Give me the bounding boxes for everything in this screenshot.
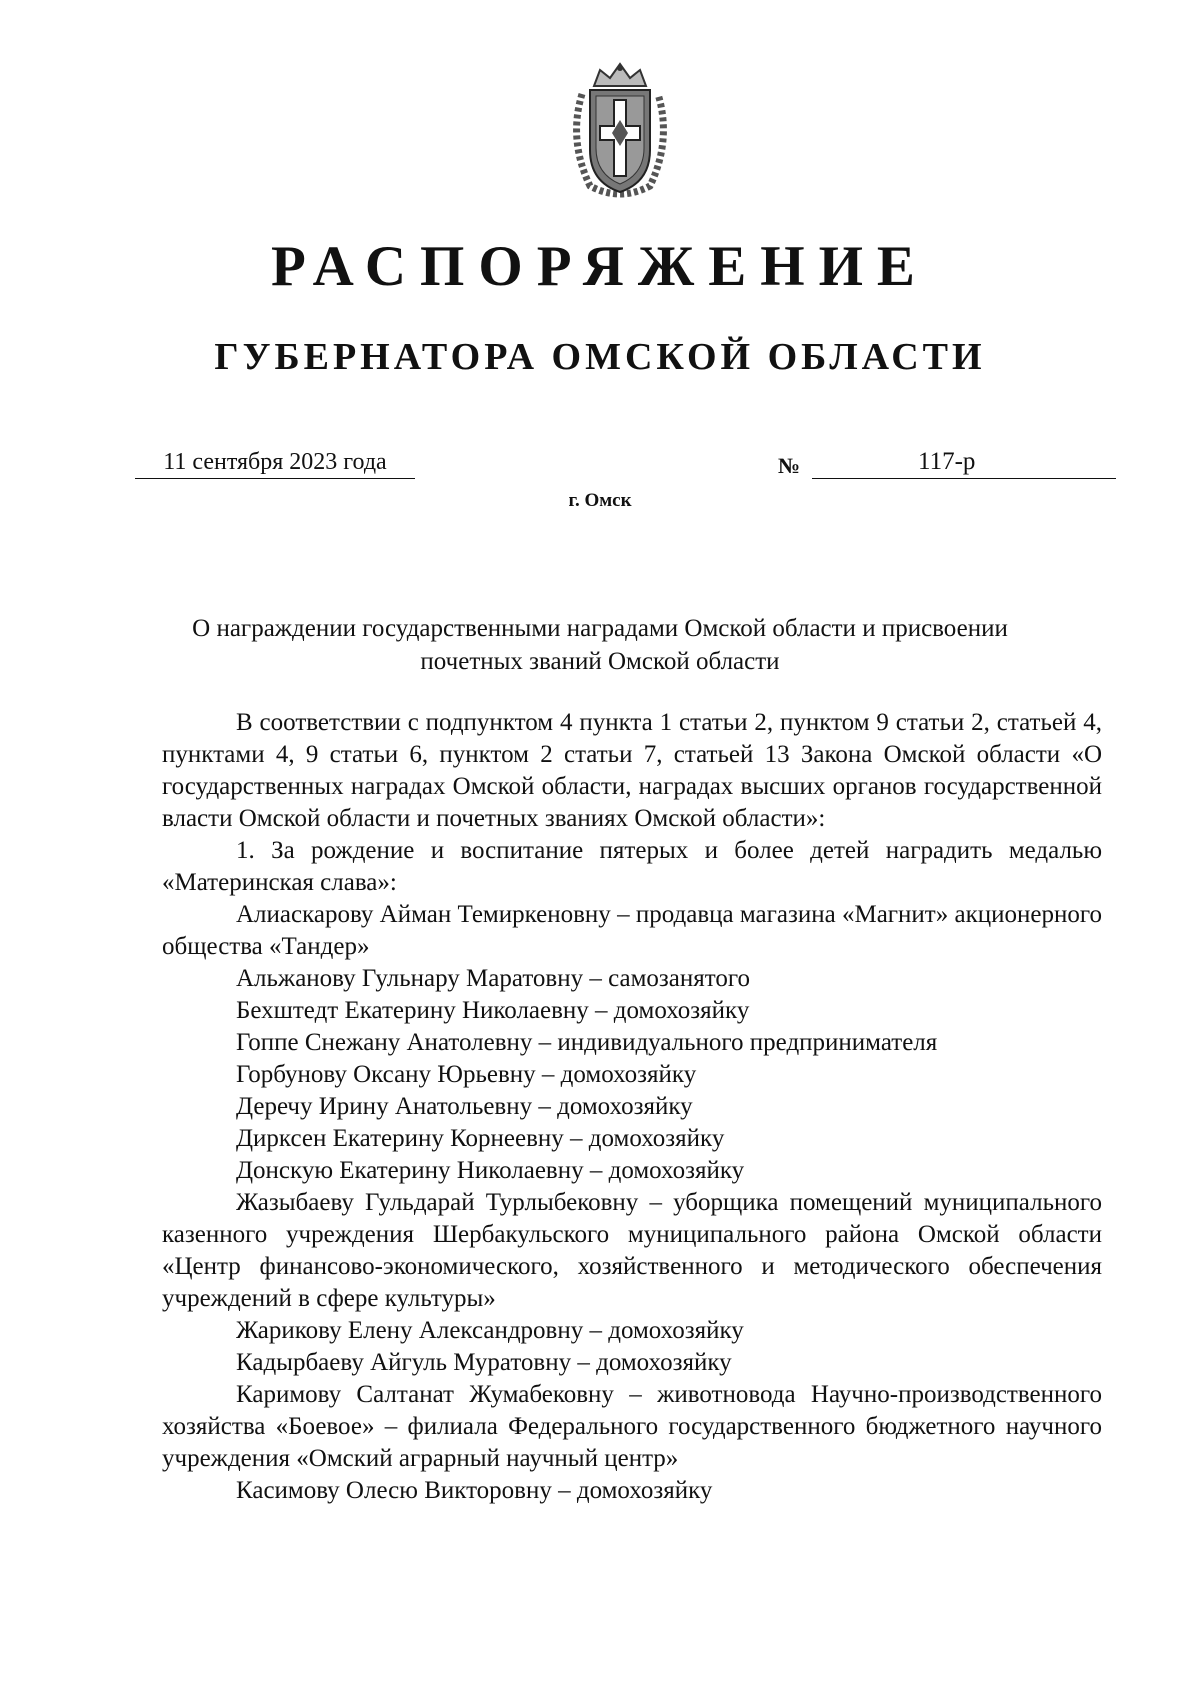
clause-1-paragraph: 1. За рождение и воспитание пятерых и более детей наградить медалью «Материнская слава»: (162, 837, 1102, 896)
document-title: РАСПОРЯЖЕНИЕ (271, 235, 929, 298)
award-entry: Жазыбаеву Гульдарай Турлыбековну – уборщика помещений муниципального казенного учреждения Шербакульского муниципального района Омской области «Центр финансово-экономического, хозяйственного и методического обеспечения учреждений в сфере культуры» (162, 1189, 1102, 1312)
award-entry: Касимову Олесю Викторовну – домохозяйку (236, 1477, 713, 1504)
number-label: № (778, 453, 801, 478)
document-date: 11 сентября 2023 года (135, 446, 415, 479)
award-entry: Гоппе Снежану Анатолевну – индивидуального предпринимателя (236, 1029, 938, 1056)
document-subject: О награждении государственными наградами Омской области и присвоении почетных званий Омской области (192, 615, 1008, 675)
document-number: 117-р (918, 448, 976, 475)
document-number-field (812, 446, 1116, 479)
document-city: г. Омск (568, 490, 632, 511)
document-body (162, 707, 1102, 1507)
omsk-oblast-coat-of-arms-icon (560, 60, 680, 200)
award-entry: Деречу Ирину Анатольевну – домохозяйку (236, 1093, 693, 1120)
award-entry: Горбунову Оксану Юрьевну – домохозяйку (236, 1061, 697, 1088)
award-entry: Жарикову Елену Александровну – домохозяйку (236, 1317, 744, 1344)
preamble-paragraph: В соответствии с подпунктом 4 пункта 1 статьи 2, пунктом 9 статьи 2, статьей 4, пунктами 4, 9 статьи 6, пунктом 2 статьи 7, статьей 13 Закона Омской области «О государственных наградах Омской области, наградах высших органов государственной власти Омской области и почетных званиях Омской области»: (162, 709, 1102, 832)
award-entry: Донскую Екатерину Николаевну – домохозяйку (236, 1157, 745, 1184)
award-entry: Дирксен Екатерину Корнеевну – домохозяйку (236, 1125, 725, 1152)
award-entry: Альжанову Гульнару Маратовну – самозанятого (236, 965, 751, 992)
award-entry: Каримову Салтанат Жумабековну – животновода Научно-производственного хозяйства «Боевое» – филиала Федерального государственного бюджетного научного учреждения «Омский аграрный научный центр» (162, 1381, 1102, 1472)
document-subtitle: ГУБЕРНАТОРА ОМСКОЙ ОБЛАСТИ (214, 336, 986, 378)
award-entry: Алиаскарову Айман Темиркеновну – продавца магазина «Магнит» акционерного общества «Тандер» (162, 901, 1102, 960)
award-entry: Кадырбаеву Айгуль Муратовну – домохозяйку (236, 1349, 732, 1376)
award-entry: Бехштедт Екатерину Николаевну – домохозяйку (236, 997, 750, 1024)
